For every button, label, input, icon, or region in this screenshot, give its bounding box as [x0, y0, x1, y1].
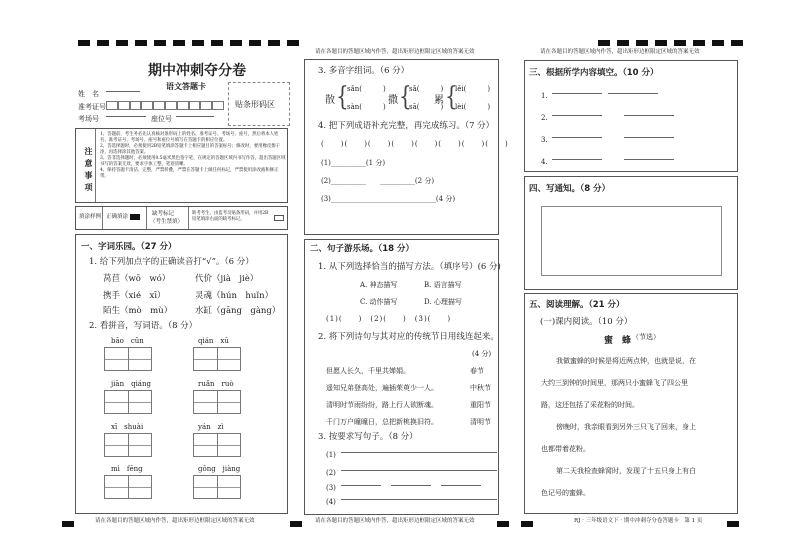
reg-mark [712, 40, 724, 46]
page-title: 期中冲刺夺分卷 [148, 63, 246, 79]
answer-line[interactable] [391, 485, 431, 486]
field-label-exam-no: 准考证号 [78, 103, 106, 111]
pinyin-label: yán zì [198, 423, 224, 431]
festival[interactable]: 清明节 [470, 418, 491, 426]
pinyin-label: xī shuài [111, 423, 144, 431]
field-label-name: 姓 名 [78, 90, 99, 98]
strip-notice: 请在各题目的答题区域内作答，超出矩形边框限定区域的答案无效 [315, 518, 475, 524]
q2-title: 2. 看拼音，写词语。（8 分） [89, 321, 198, 331]
reg-mark [636, 40, 648, 46]
festival[interactable]: 春节 [470, 367, 484, 375]
poly-reading: lěi( ) [455, 85, 491, 93]
field-label-seat: 座位号 [151, 115, 172, 123]
s1-title: 1. 从下列选择恰当的描写方法。（填序号）(6 分) [318, 262, 501, 272]
reg-mark [268, 40, 280, 46]
s3-label: (1) [326, 451, 336, 459]
answer-line[interactable] [441, 485, 481, 486]
q4-answer-line[interactable]: (2)__________ __________(2 分) [321, 177, 435, 185]
absent-note: 缺考考生，由监考员贴条形码，并用2B铅笔填涂右面的缺考标记。 [192, 211, 269, 222]
notice-item: 3、答非选择题时，必须使用0.5毫米黑色签字笔，在规定的答题区域内书写作答，超出答题区域书写的答案无效，要求字体工整，笔迹清晰。 [100, 156, 286, 167]
s1-option: D. 心理描写 [424, 298, 462, 306]
reading-1-title: (一)课内阅读。（10 分） [540, 317, 633, 327]
notice-item: 4、保持答题卡清洁、完整，严禁折叠，严禁在答题卡上做任何标记，严禁使用涂改液和修正带。 [100, 168, 279, 179]
q1-item: 灵魂（hún huǐn） [195, 291, 274, 301]
room-input[interactable] [106, 116, 146, 117]
writing-grid[interactable] [104, 475, 152, 499]
reg-mark [97, 40, 109, 46]
fill-example-label: 填涂样例 [79, 214, 102, 220]
fill-sample [130, 214, 140, 220]
reg-mark [598, 40, 610, 46]
notice-writing-area[interactable] [541, 206, 722, 276]
festival[interactable]: 中秋节 [470, 384, 491, 392]
s3-label: (4) [326, 498, 336, 506]
reg-mark [116, 40, 128, 46]
q4-blanks[interactable]: ( )( )( )( )( )( )( )( ) [321, 140, 509, 148]
notice-item: 2、答选择题时，必须使用2B铅笔填涂答题卡上相应题目的答案标号；修改时，要用橡皮擦干净，再选择涂其他答案。 [100, 144, 281, 155]
answer-line[interactable] [341, 452, 497, 453]
festival[interactable]: 重阳节 [470, 401, 491, 409]
essay-note: （节选） [632, 333, 660, 341]
pinyin-label: mì fēng [111, 465, 143, 473]
poly-reading: sā( ) [409, 103, 444, 111]
strip-notice: 请在各题目的答题区域内作答，超出矩形边框限定区域的答案无效 [95, 518, 255, 524]
s1-answers[interactable]: (1)( ) (2)( ) (3)( ) [326, 315, 452, 323]
pinyin-label: ruǎn ruò [198, 380, 234, 388]
section-2-title: 二、句子游乐场。（18 分） [310, 244, 415, 254]
answer-line[interactable] [552, 115, 602, 116]
reg-mark [287, 40, 299, 46]
essay-line: 第二天我检查蜂窝时，发现了十五只身上有白 [556, 467, 696, 475]
s1-option: B. 语言描写 [424, 281, 462, 289]
writing-grid[interactable] [104, 390, 152, 414]
fill-num: 2. [541, 114, 548, 122]
s3-label: (3) [326, 484, 336, 492]
q1-item: 陌生（mò mù） [103, 306, 173, 316]
poem-line[interactable]: 遥知兄弟登高处，遍插茱萸少一人。 [326, 384, 438, 392]
poly-reading: sàn( ) [347, 103, 386, 111]
reg-mark [693, 40, 705, 46]
reg-mark [731, 40, 743, 46]
answer-line[interactable] [624, 115, 674, 116]
answer-line[interactable] [341, 485, 381, 486]
essay-title: 蜜 蜂 [604, 336, 632, 346]
notice-label: 注意事项 [76, 129, 96, 202]
reg-mark [674, 40, 686, 46]
pinyin-label: jiān qiáng [111, 380, 151, 388]
pinyin-label: gōng jiàng [198, 465, 241, 473]
page-subtitle: 语文答题卡 [166, 81, 206, 91]
writing-grid[interactable] [104, 433, 152, 457]
reg-mark [249, 40, 261, 46]
barcode-label: 贴条形码区 [235, 100, 275, 109]
writing-grid[interactable] [193, 475, 241, 499]
pinyin-label: bāo cūn [111, 337, 144, 345]
exam-no-boxes[interactable] [106, 101, 224, 110]
poly-char: 累 [434, 95, 444, 106]
absent-checkbox[interactable] [274, 215, 284, 221]
answer-line[interactable] [552, 159, 602, 160]
section-4-title: 四、写通知。（8 分） [529, 184, 611, 194]
answer-line[interactable] [624, 137, 674, 138]
poly-char: 散 [325, 95, 335, 106]
notice-box [75, 128, 288, 203]
poem-line[interactable]: 千门万户曈曈日，总把新桃换旧符。 [326, 418, 438, 426]
q1-item: 莴苣（wō wó） [103, 274, 171, 284]
answer-line[interactable] [608, 93, 658, 94]
fill-num: 1. [541, 92, 548, 100]
poly-reading: lèi( ) [455, 103, 491, 111]
q3-title: 3. 多音字组词。（6 分） [318, 66, 410, 76]
poly-char: 撒 [388, 95, 398, 106]
s3-title: 3. 按要求写句子。（8 分） [318, 432, 418, 442]
fill-num: 3. [541, 136, 548, 144]
reg-mark [497, 521, 509, 527]
q1-item: 代价（jià jiè） [195, 274, 259, 284]
answer-line[interactable] [341, 499, 497, 500]
writing-grid[interactable] [193, 347, 241, 371]
poem-line[interactable]: 但愿人长久，千里共婵娟。 [326, 367, 410, 375]
answer-line[interactable] [552, 137, 602, 138]
notice-item: 1、答题前，考生务必先认真核对条形码上的姓名、准考证号、考场号、座号，然后将本人姓名、准考证号、考场号、座号和座位号填写在答题卡的相应位置。 [100, 132, 279, 143]
reg-mark [727, 521, 739, 527]
answer-line[interactable] [552, 93, 602, 94]
q1-title: 1. 给下列加点字的正确读音打“√”。（6 分） [89, 257, 254, 267]
strip-notice: 请在各题目的答题区域内作答，超出矩形边框限定区域的答案无效 [315, 49, 475, 55]
reg-mark [62, 521, 74, 527]
reg-mark [173, 40, 185, 46]
reg-mark [617, 40, 629, 46]
reg-mark [78, 40, 90, 46]
reg-mark [192, 40, 204, 46]
essay-line: 傍晚时，我亲眼看到另外三只飞了回来，身上 [556, 423, 696, 431]
s3-label: (2) [326, 469, 336, 477]
section-3-title: 三、根据所学内容填空。（10 分） [529, 68, 659, 78]
section-5-title: 五、阅读理解。（21 分） [529, 300, 625, 310]
poly-reading: sǎ( ) [409, 85, 444, 93]
fill-correct-label: 正确填涂 [106, 214, 129, 220]
reg-mark [211, 40, 223, 46]
fill-num: 4. [541, 158, 548, 166]
reg-mark [290, 521, 302, 527]
q4-title: 4. 把下列成语补充完整，再完成练习。（7 分） [318, 121, 495, 131]
poly-reading: sǎn( ) [347, 85, 386, 93]
essay-line: 也都带着花粉。 [541, 445, 590, 453]
writing-grid[interactable] [193, 390, 241, 414]
fill-example-row [75, 206, 288, 230]
essay-line: 色记号的蜜蜂。 [541, 489, 590, 497]
s2-title: 2. 将下列诗句与其对应的传统节日用线连起来。 [318, 332, 499, 342]
field-label-room: 考场号 [78, 115, 99, 123]
s2-score: (4 分) [472, 350, 492, 358]
reg-mark [655, 40, 667, 46]
s1-option: A. 神态描写 [360, 281, 398, 289]
poem-line[interactable]: 清明时节雨纷纷，路上行人欲断魂。 [326, 401, 438, 409]
strip-notice: 请在各题目的答题区域内作答，超出矩形边框限定区域的答案无效 [540, 49, 700, 55]
writing-grid[interactable] [104, 347, 152, 371]
page-footer: RJ · 三年级语文下 · 期中冲刺夺分卷答题卡 第 1 页 [574, 518, 703, 524]
reg-mark [135, 40, 147, 46]
name-input[interactable] [106, 91, 140, 92]
essay-line: 大约三到钟的时间里，那两只小蜜蜂飞了四公里 [541, 379, 688, 387]
notice-text [100, 132, 286, 180]
answer-line[interactable] [624, 159, 674, 160]
section-1-title: 一、字词乐园。（27 分） [81, 242, 177, 252]
q1-item: 携手（xié xī） [103, 291, 166, 301]
reg-mark [154, 40, 166, 46]
s1-option: C. 动作描写 [360, 298, 398, 306]
answer-line[interactable] [341, 470, 497, 471]
seat-input[interactable] [176, 116, 214, 117]
barcode-area [228, 82, 290, 126]
pinyin-label: qián xū [198, 337, 229, 345]
absent-sub: （考生禁填） [150, 219, 184, 225]
writing-grid[interactable] [193, 433, 241, 457]
reg-mark [521, 521, 533, 527]
essay-line: 路，这还包括了采花粉的时间。 [541, 401, 639, 409]
q4-answer-line[interactable]: (1)__________(1 分) [321, 159, 386, 167]
q1-item: 水缸（gāng gàng） [195, 306, 281, 316]
q4-answer-line[interactable]: (3)______________________________(4 分) [321, 195, 456, 203]
absent-label: 缺考标记 [152, 211, 175, 217]
reg-mark [230, 40, 242, 46]
essay-line: 我做蜜蜂的时候是将近两点钟，也就是说，在 [556, 357, 696, 365]
